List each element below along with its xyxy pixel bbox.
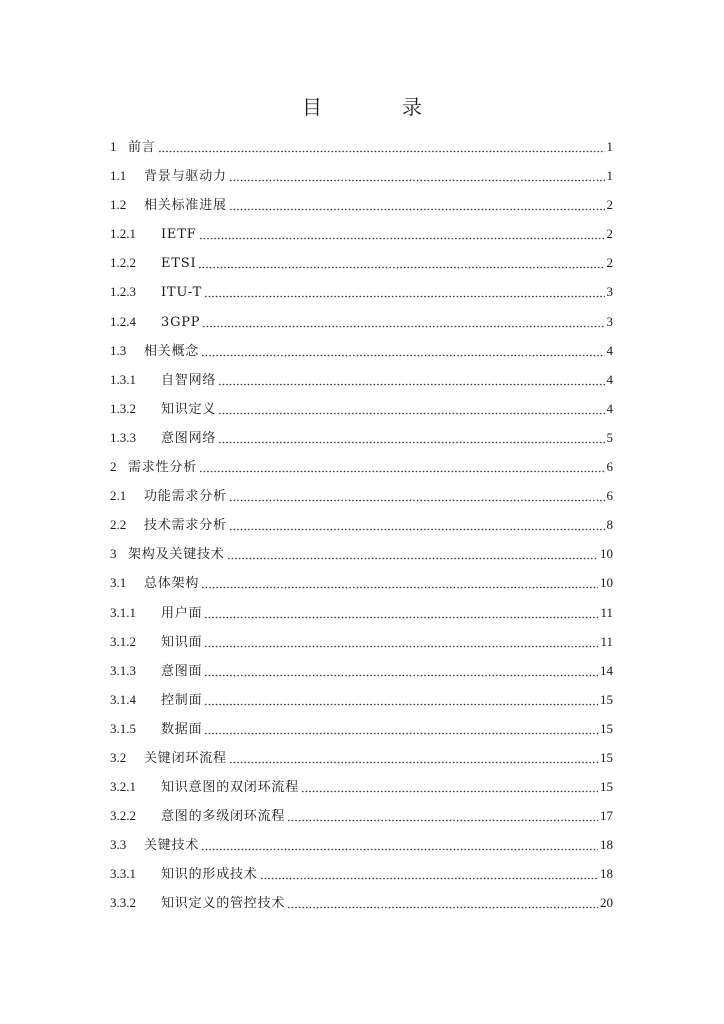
toc-entry[interactable] bbox=[110, 803, 613, 829]
toc-entry-page-number: 11 bbox=[600, 633, 613, 649]
toc-entry-page-number: 10 bbox=[600, 546, 613, 562]
toc-entry-title: 知识定义 bbox=[161, 401, 217, 417]
toc-entry-page-number: 1 bbox=[606, 168, 613, 184]
toc-entry-page-number: 6 bbox=[606, 488, 613, 504]
dot-leader bbox=[287, 899, 598, 909]
dot-leader bbox=[158, 143, 605, 153]
toc-entry-page-number: 17 bbox=[600, 808, 613, 824]
toc-entry-title: 相关标准进展 bbox=[144, 198, 227, 214]
toc-entry-title: 控制面 bbox=[161, 692, 203, 708]
toc-entry-title: 意图网络 bbox=[161, 430, 217, 446]
toc-entry-number: 3.3 bbox=[110, 837, 127, 853]
toc-entry-page-number: 18 bbox=[600, 837, 613, 853]
toc-entry[interactable] bbox=[110, 716, 613, 742]
dot-leader bbox=[201, 347, 604, 357]
toc-entry-page-number: 20 bbox=[600, 895, 613, 911]
toc-entry[interactable] bbox=[110, 541, 613, 567]
toc-entry-page-number: 3 bbox=[606, 313, 613, 329]
toc-entry-page-number: 8 bbox=[606, 517, 613, 533]
toc-entry-page-number: 15 bbox=[600, 720, 613, 736]
toc-entry-number: 3.2.1 bbox=[110, 779, 136, 795]
toc-entry-title: 知识定义的管控技术 bbox=[161, 896, 286, 912]
toc-entry-page-number: 15 bbox=[600, 691, 613, 707]
dot-leader bbox=[204, 288, 604, 298]
toc-entry-title: 关键技术 bbox=[144, 838, 200, 854]
toc-entry-number: 3.2 bbox=[110, 749, 127, 765]
toc-entry-page-number: 10 bbox=[600, 575, 613, 591]
toc-entry-page-number: 15 bbox=[600, 779, 613, 795]
toc-entry[interactable] bbox=[110, 861, 613, 887]
dot-leader bbox=[260, 870, 598, 880]
dot-leader bbox=[227, 550, 598, 560]
toc-entry-page-number: 2 bbox=[606, 197, 613, 213]
toc-entry[interactable] bbox=[110, 309, 613, 335]
toc-entry[interactable] bbox=[110, 279, 613, 305]
toc-entry-page-number: 4 bbox=[606, 371, 613, 387]
toc-entry-page-number: 1 bbox=[606, 139, 613, 154]
dot-leader bbox=[204, 725, 598, 735]
toc-entry-number: 1.3.2 bbox=[110, 400, 136, 416]
dot-leader bbox=[301, 783, 598, 793]
toc-entry[interactable] bbox=[110, 454, 613, 480]
toc-entry-title: 技术需求分析 bbox=[144, 518, 227, 534]
toc-entry-title: 知识的形成技术 bbox=[161, 867, 258, 883]
toc-entry[interactable] bbox=[110, 687, 613, 713]
dot-leader bbox=[198, 259, 604, 269]
toc-entry-title: 架构及关键技术 bbox=[128, 547, 225, 563]
toc-entry-number: 3.3.1 bbox=[110, 866, 136, 882]
toc-entry-page-number: 18 bbox=[600, 866, 613, 882]
toc-entry-number: 2 bbox=[110, 459, 117, 475]
toc-entry[interactable] bbox=[110, 570, 613, 596]
toc-entry[interactable] bbox=[110, 367, 613, 393]
toc-entry-number: 3.3.2 bbox=[110, 895, 136, 911]
table-of-contents bbox=[110, 134, 613, 920]
toc-entry[interactable] bbox=[110, 745, 613, 771]
toc-entry[interactable] bbox=[110, 600, 613, 626]
dot-leader bbox=[229, 201, 605, 211]
toc-entry-title: 关键闭环流程 bbox=[144, 750, 227, 766]
toc-entry-number: 1.3 bbox=[110, 342, 127, 358]
dot-leader bbox=[202, 318, 604, 328]
dot-leader bbox=[204, 696, 598, 706]
toc-entry-number: 3.1.3 bbox=[110, 662, 136, 678]
dot-leader bbox=[218, 376, 604, 386]
toc-entry-title: 知识意图的双闭环流程 bbox=[161, 780, 300, 796]
toc-entry-number: 3.1.4 bbox=[110, 691, 136, 707]
dot-leader bbox=[218, 405, 604, 415]
dot-leader bbox=[204, 667, 598, 677]
toc-entry[interactable] bbox=[110, 425, 613, 451]
dot-leader bbox=[204, 638, 598, 648]
toc-entry-number: 1.2 bbox=[110, 197, 127, 213]
toc-entry-title: 总体架构 bbox=[144, 576, 200, 592]
toc-entry-title: 需求性分析 bbox=[128, 460, 198, 476]
toc-entry-title: ITU-T bbox=[161, 285, 203, 301]
toc-entry[interactable] bbox=[110, 250, 613, 276]
toc-entry-title: 相关概念 bbox=[144, 343, 200, 359]
toc-entry-title: 知识面 bbox=[161, 634, 203, 650]
toc-entry-number: 3.1.5 bbox=[110, 720, 136, 736]
toc-entry[interactable] bbox=[110, 774, 613, 800]
toc-entry-title: 数据面 bbox=[161, 721, 203, 737]
toc-entry-number: 1 bbox=[110, 139, 117, 154]
toc-entry-page-number: 4 bbox=[606, 400, 613, 416]
toc-entry-title: ETSI bbox=[161, 256, 197, 272]
toc-entry-page-number: 15 bbox=[600, 749, 613, 765]
toc-entry-number: 1.2.3 bbox=[110, 284, 136, 300]
toc-entry-title: 自智网络 bbox=[161, 372, 217, 388]
dot-leader bbox=[201, 579, 598, 589]
dot-leader bbox=[229, 754, 598, 764]
toc-entry-number: 2.2 bbox=[110, 517, 127, 533]
toc-entry-title: IETF bbox=[161, 227, 197, 243]
toc-entry[interactable] bbox=[110, 221, 613, 247]
toc-entry-number: 1.2.1 bbox=[110, 226, 136, 242]
dot-leader bbox=[199, 230, 605, 240]
toc-entry-title: 前言 bbox=[128, 140, 156, 155]
dot-leader bbox=[218, 434, 604, 444]
toc-entry-number: 3.1.1 bbox=[110, 604, 136, 620]
toc-entry[interactable] bbox=[110, 192, 613, 218]
dot-leader bbox=[287, 812, 598, 822]
toc-entry[interactable] bbox=[110, 134, 613, 160]
toc-entry-page-number: 2 bbox=[606, 226, 613, 242]
toc-entry-number: 3 bbox=[110, 546, 117, 562]
toc-entry-title: 背景与驱动力 bbox=[144, 169, 227, 185]
toc-entry-page-number: 14 bbox=[600, 662, 613, 678]
toc-entry-number: 2.1 bbox=[110, 488, 127, 504]
toc-entry[interactable] bbox=[110, 658, 613, 684]
toc-entry-number: 3.2.2 bbox=[110, 808, 136, 824]
toc-entry-number: 1.3.3 bbox=[110, 429, 136, 445]
dot-leader bbox=[204, 609, 598, 619]
toc-entry-page-number: 2 bbox=[606, 255, 613, 271]
toc-entry[interactable] bbox=[110, 396, 613, 422]
toc-entry-title: 意图面 bbox=[161, 663, 203, 679]
toc-entry[interactable] bbox=[110, 512, 613, 538]
dot-leader bbox=[201, 841, 598, 851]
dot-leader bbox=[199, 463, 604, 473]
toc-entry-number: 1.3.1 bbox=[110, 371, 136, 387]
toc-title: 目 录 bbox=[302, 95, 452, 119]
toc-entry[interactable] bbox=[110, 338, 613, 364]
dot-leader bbox=[229, 172, 605, 182]
toc-entry-number: 1.2.2 bbox=[110, 255, 136, 271]
toc-entry[interactable] bbox=[110, 629, 613, 655]
toc-entry[interactable] bbox=[110, 832, 613, 858]
toc-entry-number: 3.1.2 bbox=[110, 633, 136, 649]
toc-entry-page-number: 11 bbox=[600, 604, 613, 620]
toc-entry-number: 3.1 bbox=[110, 575, 127, 591]
dot-leader bbox=[229, 492, 605, 502]
toc-entry-page-number: 5 bbox=[606, 429, 613, 445]
toc-entry[interactable] bbox=[110, 483, 613, 509]
toc-entry-title: 3GPP bbox=[161, 314, 201, 330]
toc-entry[interactable] bbox=[110, 890, 613, 916]
toc-entry-page-number: 3 bbox=[606, 284, 613, 300]
toc-entry-title: 意图的多级闭环流程 bbox=[161, 809, 286, 825]
toc-entry[interactable] bbox=[110, 163, 613, 189]
toc-entry-page-number: 4 bbox=[606, 342, 613, 358]
toc-entry-title: 用户面 bbox=[161, 605, 203, 621]
toc-entry-page-number: 6 bbox=[606, 459, 613, 475]
dot-leader bbox=[229, 521, 605, 531]
toc-entry-title: 功能需求分析 bbox=[144, 489, 227, 505]
toc-entry-number: 1.2.4 bbox=[110, 313, 136, 329]
toc-entry-number: 1.1 bbox=[110, 168, 127, 184]
